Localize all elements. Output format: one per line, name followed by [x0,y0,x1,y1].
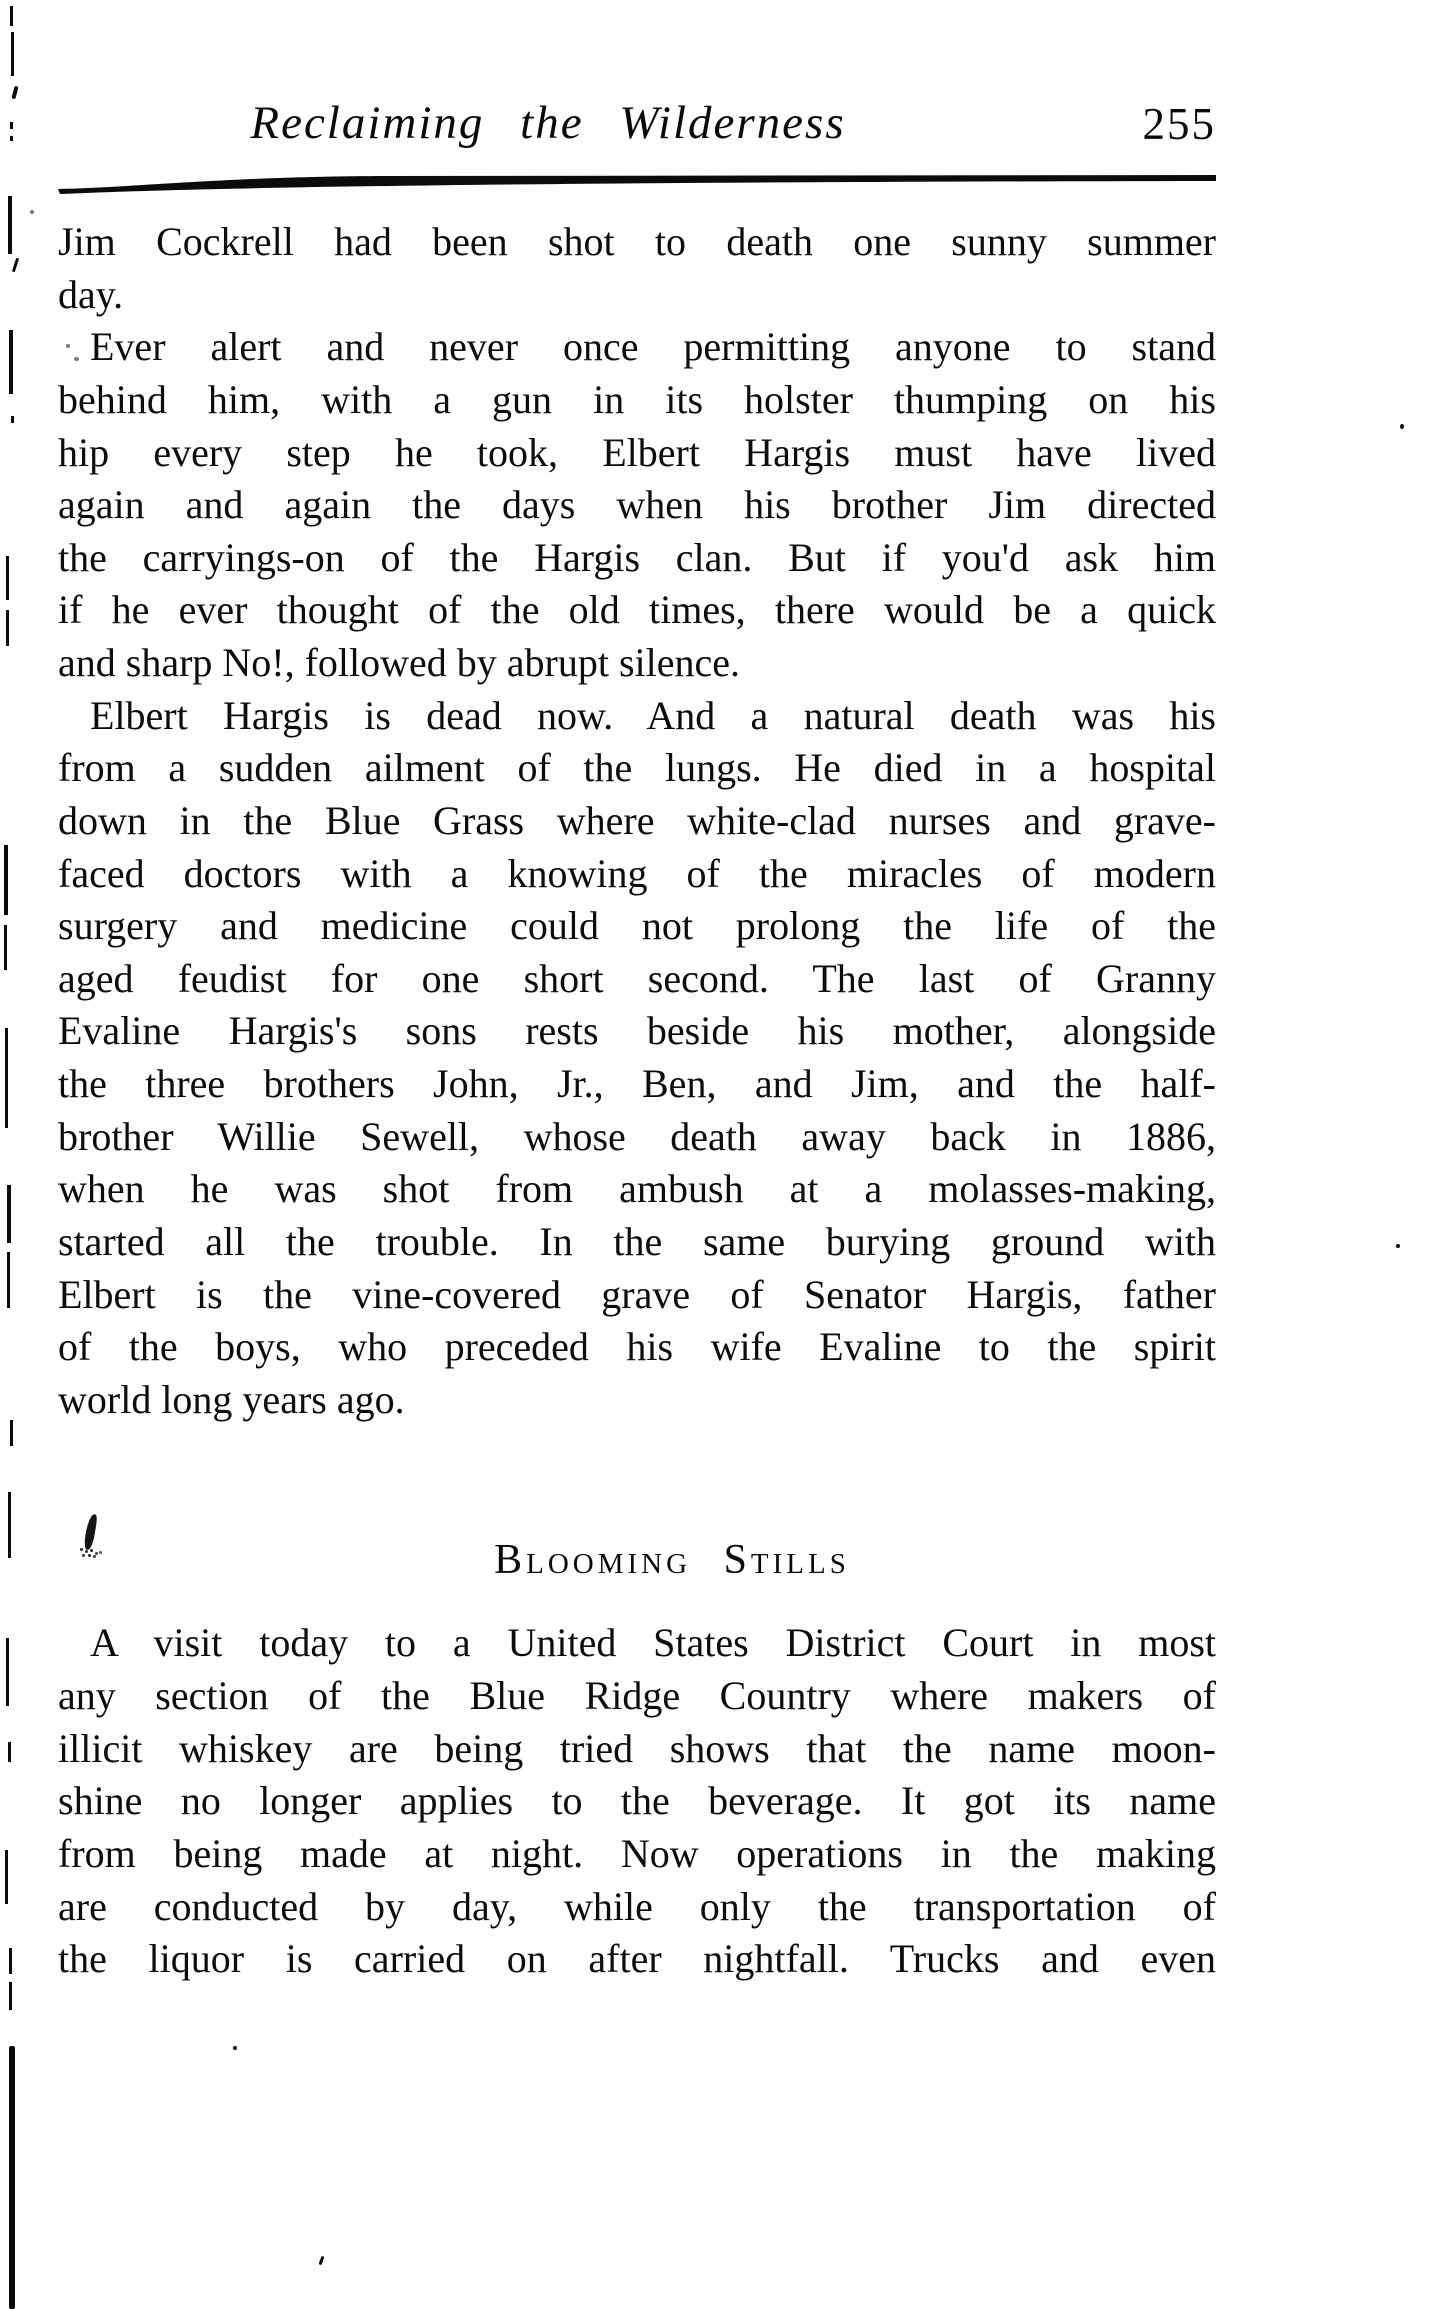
paragraph [58,690,1216,1427]
header-rule [58,172,1216,196]
text-line: Jim Cockrell had been shot to death one sunny summer [58,219,1216,264]
text-line: Elbert is the vine-covered grave of Senator Hargis, father [58,1271,1216,1317]
section-heading: Blooming Stills [494,1537,850,1584]
text-line: when he was shot from ambush at a molasses-making, [58,1166,1216,1212]
scan-artifact [8,1742,11,1762]
scan-artifact [10,122,13,129]
text-line: and sharp No!, followed by abrupt silence. [58,640,741,685]
text-line: Ever alert and never once permitting anyone to stand [90,324,1216,370]
scan-artifact [9,330,13,394]
scan-artifact [9,1948,12,1974]
scan-artifact [8,196,12,254]
scan-artifact [7,1252,10,1308]
text-line: the carryings-on of the Hargis clan. But if you'd ask him [58,534,1216,580]
scan-artifact [7,1185,11,1243]
scan-artifact [6,556,9,600]
scan-artifact [11,86,18,100]
running-head [58,96,1216,166]
scan-artifact [12,258,19,272]
text-line: surgery and medicine could not prolong the life of the [58,903,1216,949]
text-line: Elbert Hargis is dead now. And a natural death was his [90,692,1216,738]
text-line: Evaline Hargis's sons rests beside his mother, alongside [58,1008,1216,1054]
text-line: started all the trouble. In the same burying ground with [58,1218,1216,1264]
text-line: aged feudist for one short second. The last of Granny [58,955,1216,1001]
scan-artifact [4,845,8,915]
text-line: the three brothers John, Jr., Ben, and Jim, and the half- [58,1061,1216,1106]
text-line: hip every step he took, Elbert Hargis must have lived [58,429,1216,475]
scan-artifact [10,6,13,26]
text-line: from being made at night. Now operations in the making [58,1830,1216,1876]
text-line: world long years ago. [58,1376,405,1422]
ink-blot-artifact [86,1514,95,1550]
text-line: again and again the days when his brother Jim directed [58,482,1216,528]
scan-artifact [8,1492,11,1558]
scan-artifact [9,1982,12,2010]
scan-artifact [74,357,79,361]
scan-artifact [6,1638,9,1706]
scan-artifact [1400,424,1404,429]
scan-artifact [319,2256,325,2265]
text-line: any section of the Blue Ridge Country where makers of [58,1673,1216,1718]
header-rule-swash [58,172,1216,196]
paragraph [58,216,1216,321]
text-line: day. [58,271,124,317]
text-line: behind him, with a gun in its holster thumping on his [58,376,1216,422]
ink-blot-dots [80,1548,83,1551]
text-line: shine no longer applies to the beverage. It got its name [58,1778,1216,1824]
scan-artifact [6,610,9,646]
page-number: 255 [1142,99,1216,149]
text-line: of the boys, who preceded his wife Evaline to the spirit [58,1324,1216,1370]
scan-artifact [30,210,34,214]
scan-artifact [1396,1244,1400,1248]
scan-artifact [66,344,70,348]
page-title: Reclaiming the Wilderness [250,97,846,149]
scan-artifact [10,136,13,141]
text-line: from a sudden ailment of the lungs. He died in a hospital [58,745,1216,791]
text-line: the liquor is carried on after nightfall. Trucks and even [58,1936,1216,1982]
text-line: illicit whiskey are being tried shows that the name moon- [58,1725,1216,1771]
paragraph [58,1617,1216,1985]
scan-artifact [11,32,14,76]
text-line: if he ever thought of the old times, there would be a quick [58,587,1216,633]
scan-artifact [5,1850,8,1904]
text-line: A visit today to a United States District Court in most [90,1620,1216,1666]
scan-artifact [233,2046,237,2050]
scan-artifact [5,1028,8,1128]
scan-artifact [4,925,7,970]
scan-artifact [11,416,14,423]
scan-artifact [10,1420,13,1446]
text-line: faced doctors with a knowing of the miracles of modern [58,850,1216,896]
scan-artifact [9,2046,15,2309]
text-line: are conducted by day, while only the transportation of [58,1883,1216,1929]
text-line: brother Willie Sewell, whose death away back in 1886, [58,1113,1216,1159]
paragraph [58,321,1216,689]
text-block [58,216,1216,1986]
text-line: down in the Blue Grass where white-clad nurses and grave- [58,797,1216,843]
